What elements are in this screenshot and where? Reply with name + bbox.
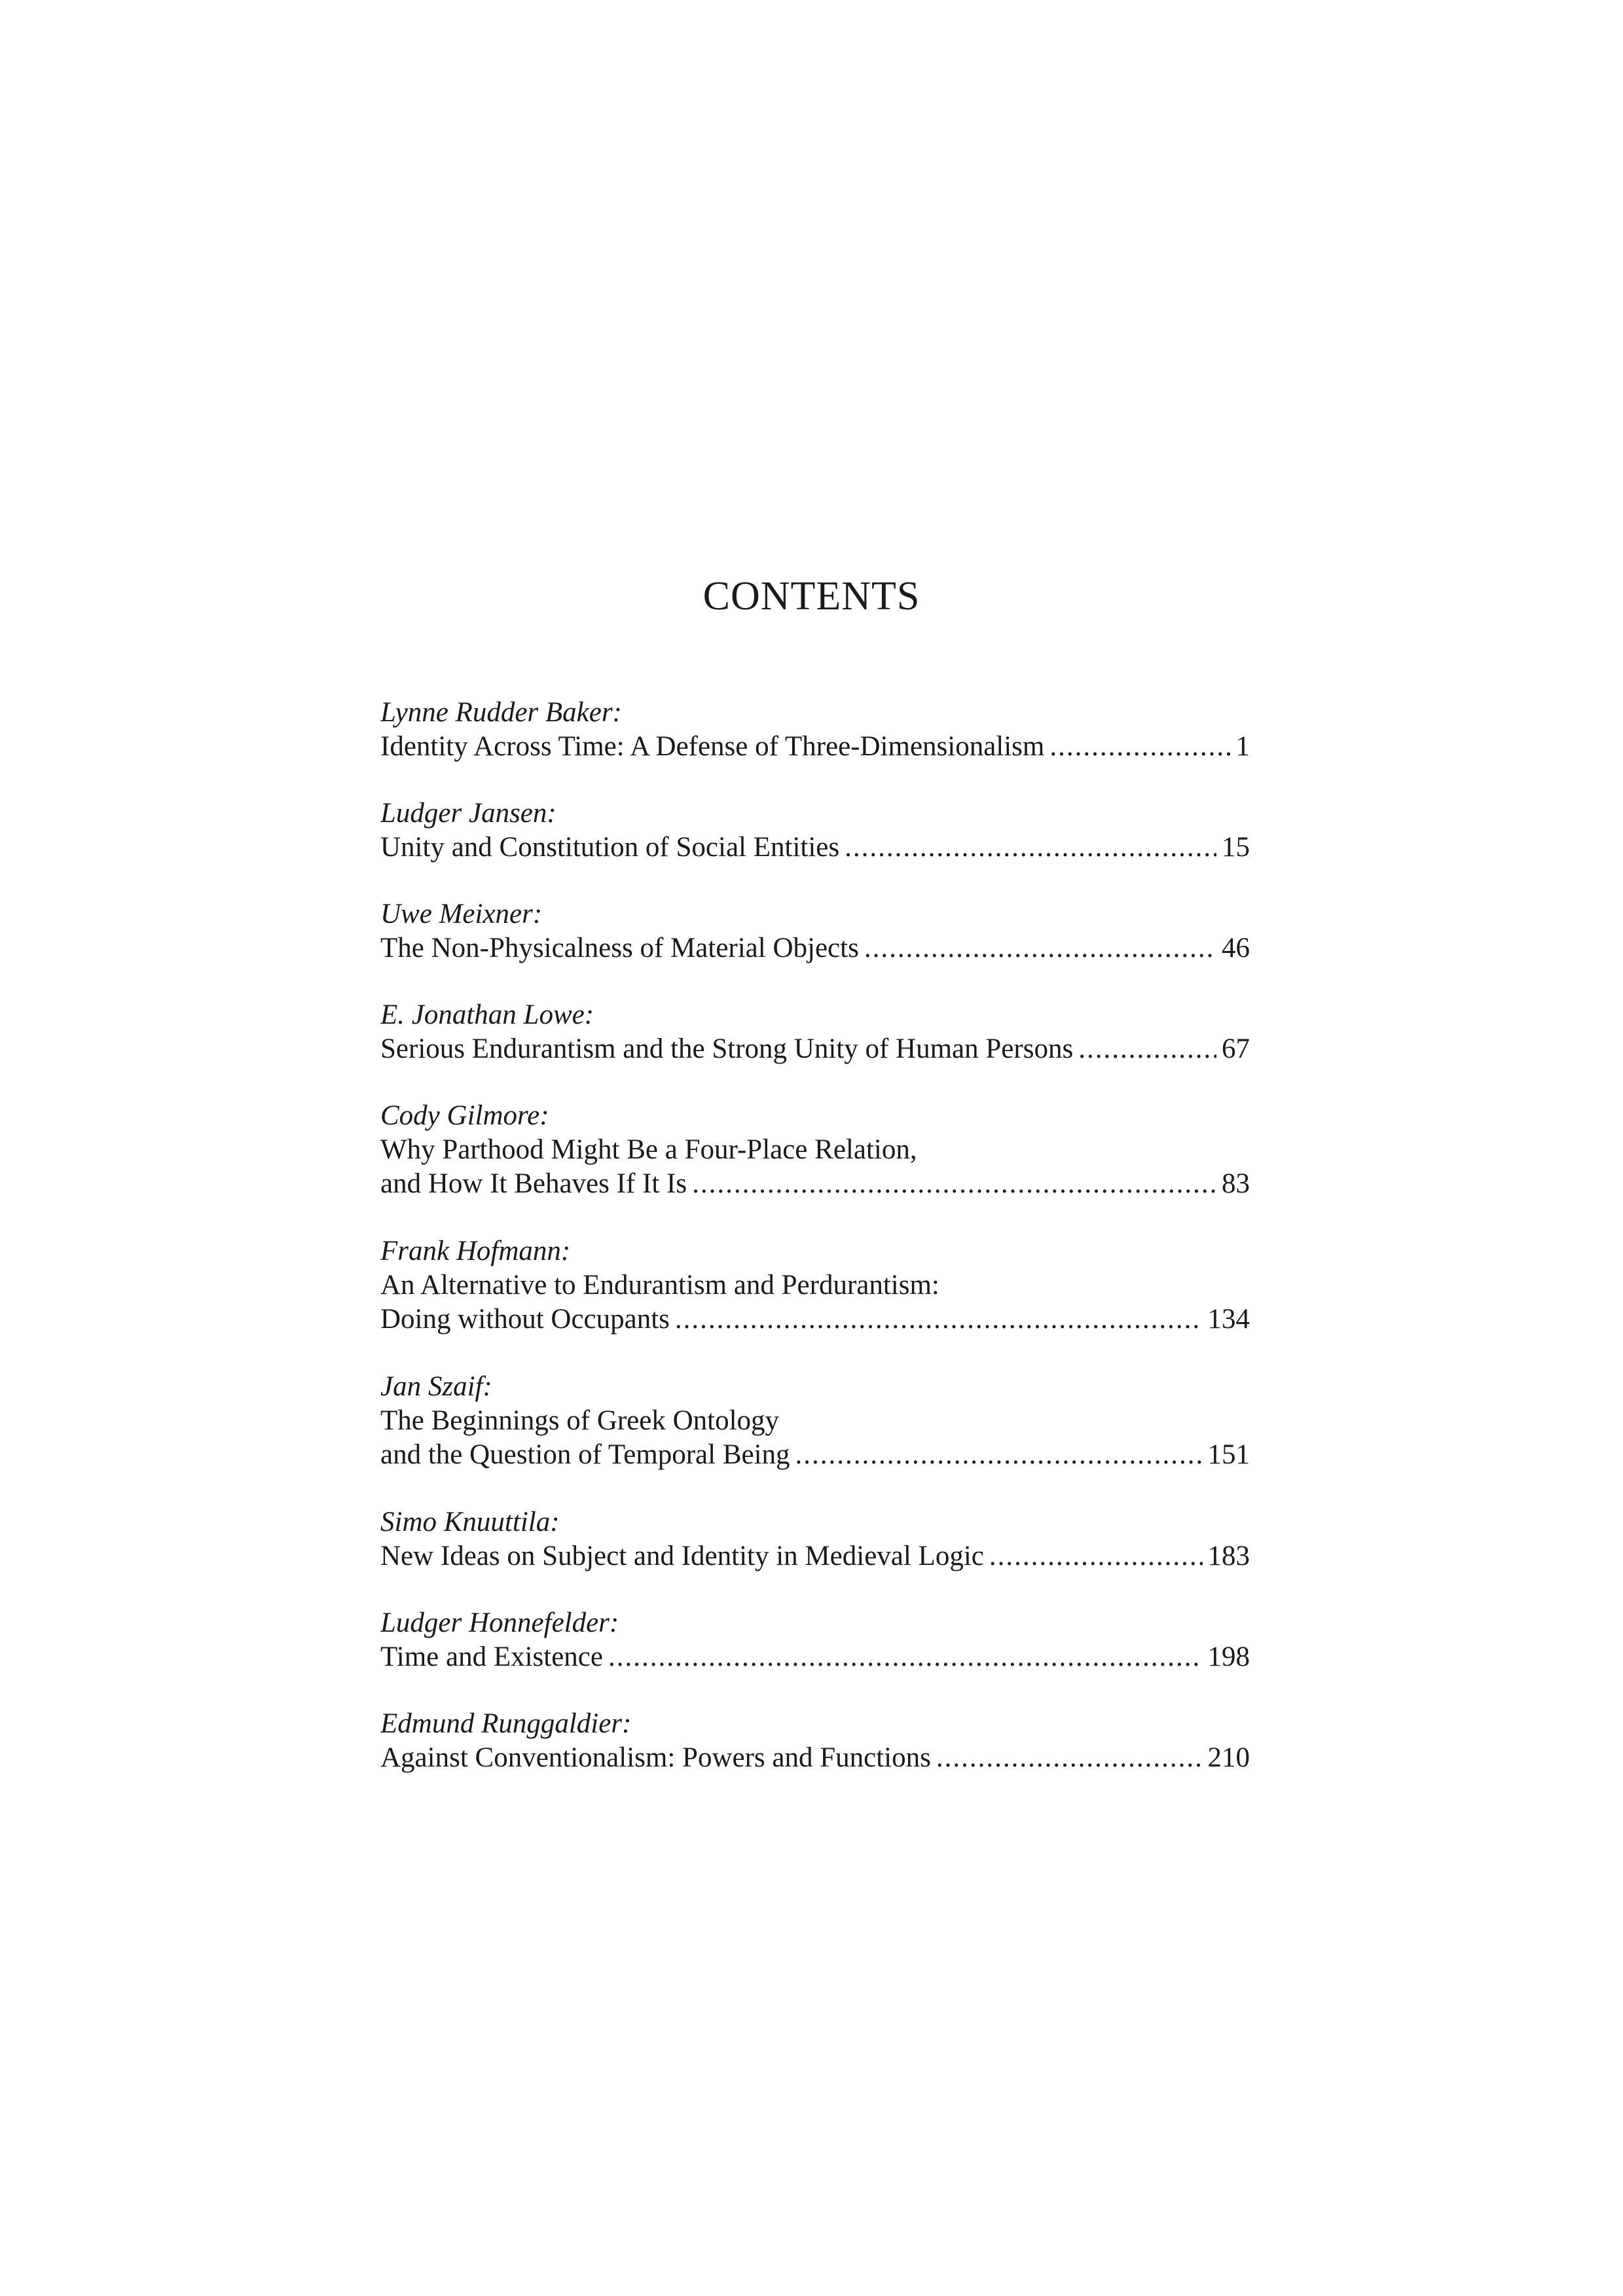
dot-leader xyxy=(692,1167,1216,1201)
toc-entry xyxy=(380,696,1250,797)
entry-title: The Non-Physicalness of Material Objects xyxy=(380,933,859,963)
entry-title: Doing without Occupants xyxy=(380,1304,670,1335)
entry-title: Time and Existence xyxy=(380,1641,603,1672)
entry-title-row xyxy=(380,1167,1250,1201)
entry-title-line: The Beginnings of Greek Ontology xyxy=(380,1405,780,1436)
entry-title-row xyxy=(380,1438,1250,1472)
entry-page-number: 46 xyxy=(1222,933,1250,963)
entry-title: and How It Behaves If It Is xyxy=(380,1168,687,1199)
entry-title-row xyxy=(380,1640,1250,1674)
entry-title-row xyxy=(380,1302,1250,1336)
toc-entry xyxy=(380,897,1250,998)
entry-author: Ludger Honnefelder: xyxy=(380,1607,619,1638)
entry-author: Edmund Runggaldier: xyxy=(380,1708,632,1739)
entry-page-number: 151 xyxy=(1207,1439,1250,1470)
toc-entry xyxy=(380,1099,1250,1234)
dot-leader xyxy=(1078,1032,1216,1066)
entry-page-number: 1 xyxy=(1235,731,1250,762)
dot-leader xyxy=(845,831,1216,865)
dot-leader xyxy=(675,1302,1203,1336)
contents-heading: CONTENTS xyxy=(702,574,921,619)
entry-author: E. Jonathan Lowe: xyxy=(380,999,594,1030)
toc-entry xyxy=(380,797,1250,897)
toc-entry xyxy=(380,1234,1250,1370)
entry-author: Lynne Rudder Baker: xyxy=(380,697,622,728)
entry-page-number: 83 xyxy=(1222,1168,1250,1199)
toc-entry xyxy=(380,1707,1250,1808)
dot-leader xyxy=(936,1741,1203,1775)
entry-title: Serious Endurantism and the Strong Unity of Human Persons xyxy=(380,1033,1074,1064)
entry-title-row xyxy=(380,1539,1250,1573)
toc-entry xyxy=(380,1370,1250,1505)
entry-title-row xyxy=(380,831,1250,865)
entry-title: Identity Across Time: A Defense of Three-Dimensionalism xyxy=(380,731,1045,762)
entry-title-row xyxy=(380,1032,1250,1066)
dot-leader xyxy=(989,1539,1203,1573)
entry-author: Jan Szaif: xyxy=(380,1371,492,1402)
entry-author: Uwe Meixner: xyxy=(380,899,543,929)
dot-leader xyxy=(864,931,1216,965)
entry-title-row xyxy=(380,1741,1250,1775)
entry-title-line: An Alternative to Endurantism and Perdurantism: xyxy=(380,1270,939,1300)
entry-page-number: 134 xyxy=(1207,1304,1250,1335)
toc-entry xyxy=(380,1505,1250,1606)
entry-page-number: 198 xyxy=(1207,1641,1250,1672)
table-of-contents xyxy=(380,696,1250,1808)
entry-page-number: 15 xyxy=(1222,832,1250,863)
entry-page-number: 183 xyxy=(1207,1541,1250,1571)
entry-title-line: Why Parthood Might Be a Four-Place Relation, xyxy=(380,1134,917,1165)
entry-title: Against Conventionalism: Powers and Functions xyxy=(380,1742,931,1773)
toc-entry xyxy=(380,998,1250,1099)
entry-author: Simo Knuuttila: xyxy=(380,1507,560,1537)
entry-page-number: 210 xyxy=(1207,1742,1250,1773)
entry-title: and the Question of Temporal Being xyxy=(380,1439,790,1470)
entry-author: Frank Hofmann: xyxy=(380,1236,571,1266)
entry-author: Ludger Jansen: xyxy=(380,798,556,829)
toc-entry xyxy=(380,1606,1250,1707)
entry-title-row xyxy=(380,931,1250,965)
entry-title: New Ideas on Subject and Identity in Medieval Logic xyxy=(380,1541,984,1571)
dot-leader xyxy=(1049,730,1230,764)
entry-page-number: 67 xyxy=(1222,1033,1250,1064)
entry-author: Cody Gilmore: xyxy=(380,1100,549,1131)
dot-leader xyxy=(795,1438,1203,1472)
dot-leader xyxy=(608,1640,1203,1674)
entry-title: Unity and Constitution of Social Entities xyxy=(380,832,840,863)
entry-title-row xyxy=(380,730,1250,764)
